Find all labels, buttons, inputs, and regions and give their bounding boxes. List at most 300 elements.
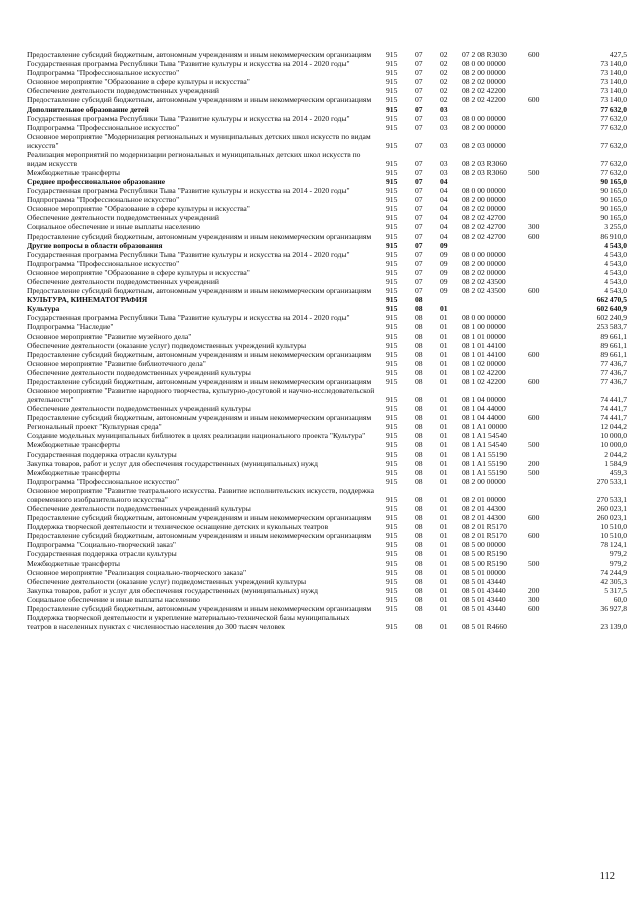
row-sum: 459,3 — [609, 467, 627, 477]
row-sum: 73 140,0 — [600, 77, 627, 87]
row-name: Подпрограмма "Наследие" — [27, 322, 114, 332]
row-sum: 12 044,2 — [600, 422, 627, 432]
row-pr: 01 — [440, 404, 448, 414]
row-pr: 01 — [440, 503, 448, 513]
row-name: Подпрограмма "Профессиональное искусство" — [27, 258, 180, 268]
row-sum: 3 255,0 — [604, 222, 627, 232]
table-row — [0, 322, 639, 331]
row-sum: 73 140,0 — [600, 86, 627, 96]
row-name: Поддержка творческой деятельности и техническое оснащение детских и кукольных театров — [27, 522, 329, 532]
row-rz: 07 — [415, 240, 423, 250]
row-cs: 08 5 00 R5190 — [462, 549, 507, 559]
row-cs: 08 1 A1 55190 — [462, 449, 507, 459]
row-vr: 600 — [528, 286, 540, 296]
row-sum: 979,2 — [609, 558, 627, 568]
row-name: Подпрограмма "Профессиональное искусство" — [27, 195, 180, 205]
table-row — [0, 350, 639, 359]
row-pr: 09 — [440, 286, 448, 296]
row-pr: 02 — [440, 59, 448, 69]
row-sum: 77 632,0 — [600, 140, 627, 150]
row-gr: 915 — [386, 104, 398, 114]
table-row — [0, 241, 639, 250]
row-cs: 08 2 02 43500 — [462, 286, 506, 296]
row-cs: 08 2 00 00000 — [462, 476, 506, 486]
row-sum: 602 240,9 — [596, 313, 627, 323]
row-gr: 915 — [386, 249, 398, 259]
row-cs: 08 0 00 00000 — [462, 113, 506, 123]
row-cs: 08 2 00 00000 — [462, 195, 506, 205]
row-name: Основное мероприятие "Образование в сфере культуры и искусства" — [27, 77, 250, 87]
table-row — [0, 150, 639, 168]
row-rz: 08 — [415, 567, 423, 577]
row-sum: 23 139,0 — [600, 621, 627, 631]
table-row — [0, 431, 639, 440]
row-cs: 08 1 01 44100 — [462, 340, 506, 350]
row-cs: 08 1 00 00000 — [462, 322, 506, 332]
row-pr: 01 — [440, 304, 448, 314]
row-cs: 08 5 01 43440 — [462, 585, 506, 595]
row-vr: 200 — [528, 458, 540, 468]
row-pr: 01 — [440, 331, 448, 341]
row-gr: 915 — [386, 204, 398, 214]
row-pr: 01 — [440, 594, 448, 604]
table-row — [0, 540, 639, 549]
table-row — [0, 213, 639, 222]
row-sum: 77 436,7 — [600, 367, 627, 377]
row-cs: 08 2 02 00000 — [462, 267, 506, 277]
row-gr: 915 — [386, 531, 398, 541]
row-pr: 03 — [440, 140, 448, 150]
row-rz: 08 — [415, 340, 423, 350]
row-cs: 08 2 02 42200 — [462, 95, 506, 105]
row-name: Обеспечение деятельности подведомственных учреждений культуры — [27, 503, 251, 513]
row-rz: 08 — [415, 621, 423, 631]
row-sum: 2 044,2 — [604, 449, 627, 459]
row-name: Региональный проект "Культурная среда" — [27, 422, 162, 432]
table-row — [0, 304, 639, 313]
row-pr: 01 — [440, 558, 448, 568]
row-rz: 07 — [415, 176, 423, 186]
row-name: Межбюджетные трансферты — [27, 558, 120, 568]
row-sum: 270 533,1 — [596, 494, 627, 504]
table-row — [0, 586, 639, 595]
row-sum: 74 441,7 — [600, 404, 627, 414]
row-rz: 08 — [415, 440, 423, 450]
table-row — [0, 341, 639, 350]
row-name: Социальное обеспечение и иные выплаты населению — [27, 222, 200, 232]
row-pr: 09 — [440, 276, 448, 286]
row-pr: 01 — [440, 367, 448, 377]
row-cs: 08 2 02 42700 — [462, 222, 506, 232]
row-sum: 4 543,0 — [604, 276, 627, 286]
row-rz: 07 — [415, 276, 423, 286]
row-pr: 01 — [440, 422, 448, 432]
table-row — [0, 477, 639, 486]
row-pr: 02 — [440, 86, 448, 96]
row-pr: 02 — [440, 50, 448, 59]
row-name: Основное мероприятие "Развитие музейного дела" — [27, 331, 192, 341]
row-gr: 915 — [386, 122, 398, 132]
row-gr: 915 — [386, 240, 398, 250]
row-cs: 08 2 03 00000 — [462, 140, 506, 150]
row-gr: 915 — [386, 158, 398, 168]
row-sum: 77 436,7 — [600, 358, 627, 368]
row-sum: 77 436,7 — [600, 377, 627, 386]
row-name: Обеспечение деятельности (оказание услуг) подведомственных учреждений культуры — [27, 340, 307, 350]
table-row — [0, 177, 639, 186]
row-rz: 08 — [415, 576, 423, 586]
row-vr: 600 — [528, 349, 540, 359]
row-sum: 77 632,0 — [600, 104, 627, 114]
row-rz: 08 — [415, 503, 423, 513]
row-gr: 915 — [386, 358, 398, 368]
row-rz: 07 — [415, 158, 423, 168]
table-row — [0, 95, 639, 104]
row-gr: 915 — [386, 585, 398, 595]
row-gr: 915 — [386, 603, 398, 613]
row-rz: 08 — [415, 367, 423, 377]
row-sum: 73 140,0 — [600, 95, 627, 105]
row-sum: 90 165,0 — [600, 213, 627, 223]
row-rz: 07 — [415, 186, 423, 196]
table-row — [0, 450, 639, 459]
row-name: Реализация мероприятий по модернизации региональных и муниципальных детских школ искусств по видам искусств — [27, 149, 361, 168]
row-pr: 01 — [440, 377, 448, 386]
table-row — [0, 50, 639, 59]
row-rz: 08 — [415, 458, 423, 468]
row-name: Основное мероприятие "Развитие народного творчества, культурно-досуговой и научно-исследовательской деятельности" — [27, 385, 375, 404]
row-gr: 915 — [386, 267, 398, 277]
row-name: Предоставление субсидий бюджетным, автономным учреждениям и иным некоммерческим организациям — [27, 286, 372, 296]
row-name: Среднее профессиональное образование — [27, 176, 166, 186]
row-cs: 08 2 00 00000 — [462, 122, 506, 132]
row-sum: 90 165,0 — [600, 176, 627, 186]
table-row — [0, 468, 639, 477]
row-cs: 08 1 02 42200 — [462, 367, 506, 377]
row-vr: 500 — [528, 467, 540, 477]
row-sum: 89 661,1 — [600, 349, 627, 359]
row-name: Подпрограмма "Социально-творческий заказ" — [27, 540, 176, 550]
row-pr: 01 — [440, 340, 448, 350]
row-cs: 08 1 A1 55190 — [462, 467, 507, 477]
row-pr: 01 — [440, 531, 448, 541]
row-pr: 01 — [440, 603, 448, 613]
row-name: Поддержка творческой деятельности и укрепление материально-технической базы муниципальных театров в населенных пунктах с численностью населения до 300 тысяч человек — [27, 612, 350, 631]
table-row — [0, 277, 639, 286]
row-cs: 08 0 00 00000 — [462, 313, 506, 323]
row-pr: 09 — [440, 240, 448, 250]
row-rz: 07 — [415, 167, 423, 177]
row-pr: 04 — [440, 195, 448, 205]
row-cs: 08 2 00 00000 — [462, 258, 506, 268]
row-rz: 08 — [415, 349, 423, 359]
row-sum: 90 165,0 — [600, 204, 627, 214]
row-gr: 915 — [386, 576, 398, 586]
row-gr: 915 — [386, 404, 398, 414]
row-pr: 01 — [440, 540, 448, 550]
row-name: Предоставление субсидий бюджетным, автономным учреждениям и иным некоммерческим организациям — [27, 377, 372, 386]
row-sum: 77 632,0 — [600, 158, 627, 168]
row-gr: 915 — [386, 68, 398, 78]
row-cs: 08 1 A1 54540 — [462, 440, 507, 450]
row-gr: 915 — [386, 449, 398, 459]
row-sum: 42 305,3 — [600, 576, 627, 586]
table-row — [0, 168, 639, 177]
row-vr: 600 — [528, 95, 540, 105]
row-rz: 08 — [415, 313, 423, 323]
row-pr: 01 — [440, 522, 448, 532]
row-sum: 73 140,0 — [600, 68, 627, 78]
row-rz: 07 — [415, 267, 423, 277]
row-sum: 73 140,0 — [600, 59, 627, 69]
row-name: Основное мероприятие "Образование в сфере культуры и искусства" — [27, 267, 250, 277]
row-cs: 08 1 04 00000 — [462, 395, 506, 404]
table-row — [0, 359, 639, 368]
row-gr: 915 — [386, 503, 398, 513]
row-cs: 08 1 A1 55190 — [462, 458, 507, 468]
table-row — [0, 404, 639, 413]
row-rz: 08 — [415, 404, 423, 414]
table-row — [0, 59, 639, 68]
row-gr: 915 — [386, 621, 398, 631]
row-gr: 915 — [386, 567, 398, 577]
row-name: Предоставление субсидий бюджетным, автономным учреждениям и иным некоммерческим организациям — [27, 413, 372, 423]
table-row — [0, 186, 639, 195]
row-gr: 915 — [386, 86, 398, 96]
row-pr: 04 — [440, 176, 448, 186]
row-rz: 08 — [415, 494, 423, 504]
row-gr: 915 — [386, 276, 398, 286]
row-rz: 08 — [415, 431, 423, 441]
row-rz: 08 — [415, 304, 423, 314]
row-cs: 08 1 02 42200 — [462, 377, 506, 386]
row-name: Государственная поддержка отрасли культуры — [27, 449, 177, 459]
row-gr: 915 — [386, 313, 398, 323]
row-rz: 07 — [415, 222, 423, 232]
row-rz: 07 — [415, 113, 423, 123]
row-sum: 10 510,0 — [600, 522, 627, 532]
row-gr: 915 — [386, 340, 398, 350]
row-pr: 01 — [440, 494, 448, 504]
row-rz: 07 — [415, 286, 423, 296]
row-sum: 260 023,1 — [596, 513, 627, 523]
row-pr: 09 — [440, 267, 448, 277]
row-cs: 08 2 02 42700 — [462, 213, 506, 223]
row-vr: 600 — [528, 377, 540, 386]
table-row — [0, 295, 639, 304]
row-rz: 07 — [415, 68, 423, 78]
row-gr: 915 — [386, 476, 398, 486]
row-cs: 08 2 01 44300 — [462, 513, 506, 523]
row-name: Подпрограмма "Профессиональное искусство" — [27, 68, 180, 78]
row-gr: 915 — [386, 222, 398, 232]
table-row — [0, 559, 639, 568]
row-rz: 08 — [415, 513, 423, 523]
row-pr: 01 — [440, 431, 448, 441]
row-name: Предоставление субсидий бюджетным, автономным учреждениям и иным некоммерческим организациям — [27, 50, 372, 59]
row-sum: 77 632,0 — [600, 113, 627, 123]
row-rz: 07 — [415, 59, 423, 69]
row-cs: 07 2 08 R3030 — [462, 50, 507, 59]
row-vr: 600 — [528, 50, 540, 59]
row-pr: 01 — [440, 621, 448, 631]
row-name: Государственная программа Республики Тыва "Развитие культуры и искусства на 2014 - 2020 годы" — [27, 113, 350, 123]
row-sum: 89 661,1 — [600, 331, 627, 341]
row-name: Обеспечение деятельности подведомственных учреждений культуры — [27, 404, 251, 414]
row-name: Межбюджетные трансферты — [27, 440, 120, 450]
row-cs: 08 2 01 44300 — [462, 503, 506, 513]
row-gr: 915 — [386, 195, 398, 205]
table-row — [0, 259, 639, 268]
row-cs: 08 1 04 44000 — [462, 404, 506, 414]
table-row — [0, 440, 639, 449]
row-pr: 01 — [440, 476, 448, 486]
row-rz: 07 — [415, 204, 423, 214]
row-gr: 915 — [386, 258, 398, 268]
table-row — [0, 549, 639, 558]
table-row — [0, 250, 639, 259]
row-gr: 915 — [386, 522, 398, 532]
row-cs: 08 5 01 43440 — [462, 576, 506, 586]
row-gr: 915 — [386, 59, 398, 69]
row-sum: 4 543,0 — [604, 240, 627, 250]
row-pr: 01 — [440, 549, 448, 559]
row-name: КУЛЬТУРА, КИНЕМАТОГРАФИЯ — [27, 295, 148, 305]
table-row — [0, 604, 639, 613]
row-pr: 09 — [440, 258, 448, 268]
row-gr: 915 — [386, 377, 398, 386]
table-row — [0, 422, 639, 431]
row-name: Подпрограмма "Профессиональное искусство" — [27, 122, 180, 132]
row-rz: 08 — [415, 467, 423, 477]
row-name: Основное мероприятие "Реализация социально-творческого заказа" — [27, 567, 247, 577]
row-cs: 08 5 01 43440 — [462, 603, 506, 613]
row-cs: 08 2 02 43500 — [462, 276, 506, 286]
row-rz: 07 — [415, 258, 423, 268]
row-pr: 04 — [440, 204, 448, 214]
row-gr: 915 — [386, 50, 398, 59]
row-name: Основное мероприятие "Развитие театрального искусства. Развитие исполнительских искусств, поддержка современного изобразительного искусства" — [27, 485, 374, 504]
row-sum: 4 543,0 — [604, 286, 627, 296]
row-pr: 02 — [440, 68, 448, 78]
table-row — [0, 504, 639, 513]
row-name: Обеспечение деятельности подведомственных учреждений — [27, 86, 219, 96]
row-cs: 08 2 02 42200 — [462, 86, 506, 96]
table-row — [0, 86, 639, 95]
table-row — [0, 332, 639, 341]
row-gr: 915 — [386, 286, 398, 296]
row-gr: 915 — [386, 431, 398, 441]
row-vr: 600 — [528, 603, 540, 613]
table-row — [0, 204, 639, 213]
table-row — [0, 386, 639, 404]
row-gr: 915 — [386, 213, 398, 223]
table-row — [0, 105, 639, 114]
table-row — [0, 613, 639, 631]
row-name: Предоставление субсидий бюджетным, автономным учреждениям и иным некоммерческим организациям — [27, 513, 372, 523]
row-pr: 09 — [440, 249, 448, 259]
row-pr: 01 — [440, 585, 448, 595]
row-gr: 915 — [386, 422, 398, 432]
row-gr: 915 — [386, 176, 398, 186]
table-row — [0, 286, 639, 295]
row-name: Обеспечение деятельности подведомственных учреждений — [27, 276, 219, 286]
table-row — [0, 577, 639, 586]
row-name: Закупка товаров, работ и услуг для обеспечения государственных (муниципальных) нужд — [27, 585, 318, 595]
row-rz: 08 — [415, 594, 423, 604]
row-sum: 979,2 — [609, 549, 627, 559]
row-gr: 915 — [386, 186, 398, 196]
row-pr: 01 — [440, 576, 448, 586]
row-pr: 04 — [440, 213, 448, 223]
row-sum: 90 165,0 — [600, 186, 627, 196]
row-pr: 01 — [440, 567, 448, 577]
row-rz: 08 — [415, 603, 423, 613]
row-vr: 600 — [528, 531, 540, 541]
row-sum: 74 441,7 — [600, 395, 627, 404]
row-cs: 08 0 00 00000 — [462, 186, 506, 196]
row-gr: 915 — [386, 295, 398, 305]
row-rz: 08 — [415, 331, 423, 341]
row-name: Государственная поддержка отрасли культуры — [27, 549, 177, 559]
table-row — [0, 522, 639, 531]
row-sum: 5 317,5 — [604, 585, 627, 595]
row-gr: 915 — [386, 113, 398, 123]
row-name: Обеспечение деятельности подведомственных учреждений — [27, 213, 219, 223]
row-cs: 08 1 A1 00000 — [462, 422, 507, 432]
row-pr: 01 — [440, 358, 448, 368]
row-gr: 915 — [386, 540, 398, 550]
row-sum: 77 632,0 — [600, 167, 627, 177]
row-sum: 77 632,0 — [600, 122, 627, 132]
row-rz: 07 — [415, 77, 423, 87]
row-name: Основное мероприятие "Модернизация региональных и муниципальных детских школ искусств по видам искусств" — [27, 131, 371, 150]
row-name: Предоставление субсидий бюджетным, автономным учреждениям и иным некоммерческим организациям — [27, 531, 372, 541]
row-rz: 08 — [415, 558, 423, 568]
row-name: Другие вопросы в области образования — [27, 240, 163, 250]
row-pr: 03 — [440, 167, 448, 177]
row-name: Государственная программа Республики Тыва "Развитие культуры и искусства на 2014 - 2020 годы" — [27, 59, 350, 69]
row-rz: 07 — [415, 249, 423, 259]
table-row — [0, 222, 639, 231]
row-name: Основное мероприятие "Образование в сфере культуры и искусства" — [27, 204, 250, 214]
row-name: Предоставление субсидий бюджетным, автономным учреждениям и иным некоммерческим организациям — [27, 95, 372, 105]
table-row — [0, 313, 639, 322]
row-cs: 08 1 04 44000 — [462, 413, 506, 423]
row-gr: 915 — [386, 367, 398, 377]
row-vr: 500 — [528, 558, 540, 568]
row-cs: 08 2 01 00000 — [462, 494, 506, 504]
row-vr: 600 — [528, 413, 540, 423]
row-cs: 08 1 02 00000 — [462, 358, 506, 368]
row-vr: 600 — [528, 513, 540, 523]
row-gr: 915 — [386, 331, 398, 341]
row-sum: 1 584,9 — [604, 458, 627, 468]
row-rz: 08 — [415, 422, 423, 432]
table-row — [0, 413, 639, 422]
row-pr: 03 — [440, 113, 448, 123]
row-sum: 60,0 — [613, 594, 627, 604]
table-row — [0, 368, 639, 377]
row-rz: 07 — [415, 195, 423, 205]
row-rz: 08 — [415, 358, 423, 368]
row-rz: 08 — [415, 531, 423, 541]
row-rz: 07 — [415, 213, 423, 223]
row-cs: 08 2 01 R5170 — [462, 522, 507, 532]
row-cs: 08 5 00 00000 — [462, 540, 506, 550]
row-gr: 915 — [386, 458, 398, 468]
row-sum: 427,5 — [609, 50, 627, 59]
